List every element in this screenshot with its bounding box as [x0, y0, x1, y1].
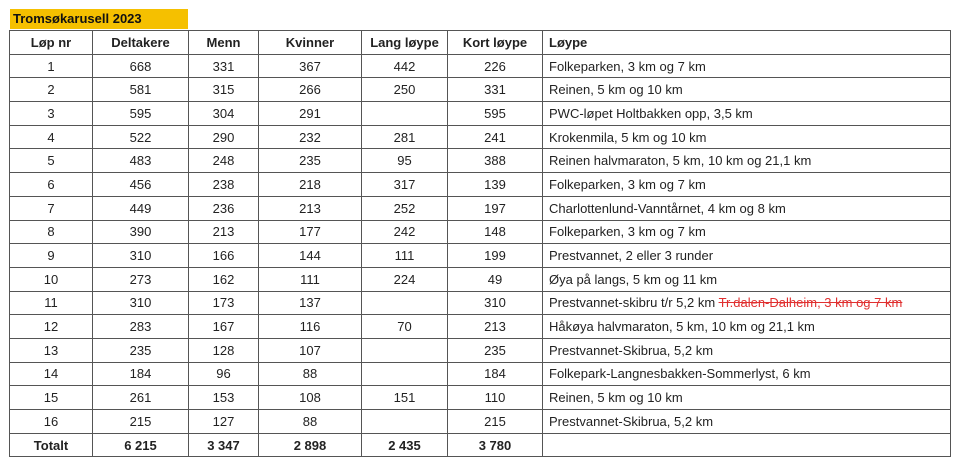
cell-deltakere: 449	[93, 196, 189, 220]
cell-deltakere: 522	[93, 125, 189, 149]
cell-kvinner: 88	[259, 410, 362, 434]
cell-lop-nr: 1	[10, 54, 93, 78]
cell-deltakere: 581	[93, 78, 189, 102]
cell-lop-nr: 6	[10, 173, 93, 197]
cell-kvinner: 291	[259, 102, 362, 126]
cell-lop-nr: 3	[10, 102, 93, 126]
cell-lop-nr: 11	[10, 291, 93, 315]
results-table	[9, 30, 951, 457]
cell-kort-loype: 235	[448, 338, 543, 362]
cell-deltakere: 456	[93, 173, 189, 197]
cell-deltakere: 390	[93, 220, 189, 244]
total-kvinner: 2 898	[259, 433, 362, 457]
cell-menn: 166	[189, 244, 259, 268]
header-row	[10, 31, 951, 55]
table-row	[10, 54, 951, 78]
loype-text: Prestvannet-skibru t/r 5,2 km	[549, 295, 716, 311]
table-row	[10, 386, 951, 410]
table-row	[10, 244, 951, 268]
table-row	[10, 173, 951, 197]
cell-menn: 173	[189, 291, 259, 315]
header-deltakere: Deltakere	[93, 31, 189, 55]
cell-kvinner: 218	[259, 173, 362, 197]
cell-lop-nr: 10	[10, 267, 93, 291]
cell-menn: 162	[189, 267, 259, 291]
cell-menn: 128	[189, 338, 259, 362]
cell-lop-nr: 13	[10, 338, 93, 362]
cell-deltakere: 184	[93, 362, 189, 386]
cell-lang-loype: 151	[362, 386, 448, 410]
cell-lop-nr: 7	[10, 196, 93, 220]
cell-deltakere: 668	[93, 54, 189, 78]
total-lang: 2 435	[362, 433, 448, 457]
cell-lang-loype	[362, 102, 448, 126]
cell-lang-loype	[362, 291, 448, 315]
cell-deltakere: 283	[93, 315, 189, 339]
cell-menn: 315	[189, 78, 259, 102]
cell-loype	[543, 102, 951, 126]
cell-kort-loype: 199	[448, 244, 543, 268]
header-lang-loype: Lang løype	[362, 31, 448, 55]
cell-menn: 213	[189, 220, 259, 244]
cell-loype	[543, 410, 951, 434]
cell-lang-loype: 281	[362, 125, 448, 149]
cell-lang-loype: 242	[362, 220, 448, 244]
cell-loype	[543, 244, 951, 268]
cell-kvinner: 107	[259, 338, 362, 362]
loype-text: Reinen halvmaraton, 5 km, 10 km og 21,1 km	[549, 153, 812, 169]
cell-deltakere: 310	[93, 291, 189, 315]
loype-text: Folkeparken, 3 km og 7 km	[549, 224, 706, 240]
cell-lang-loype: 95	[362, 149, 448, 173]
table-row	[10, 362, 951, 386]
table-row	[10, 149, 951, 173]
cell-lop-nr: 8	[10, 220, 93, 244]
cell-lang-loype: 250	[362, 78, 448, 102]
cell-loype	[543, 196, 951, 220]
loype-text: PWC-løpet Holtbakken opp, 3,5 km	[549, 105, 753, 121]
cell-lang-loype: 111	[362, 244, 448, 268]
cell-deltakere: 235	[93, 338, 189, 362]
cell-loype	[543, 149, 951, 173]
total-menn: 3 347	[189, 433, 259, 457]
cell-lang-loype: 224	[362, 267, 448, 291]
cell-menn: 304	[189, 102, 259, 126]
cell-loype	[543, 315, 951, 339]
cell-kvinner: 88	[259, 362, 362, 386]
cell-loype	[543, 338, 951, 362]
table-row	[10, 78, 951, 102]
cell-lang-loype: 252	[362, 196, 448, 220]
total-kort: 3 780	[448, 433, 543, 457]
cell-kort-loype: 110	[448, 386, 543, 410]
cell-lop-nr: 9	[10, 244, 93, 268]
cell-menn: 127	[189, 410, 259, 434]
header-lop-nr: Løp nr	[10, 31, 93, 55]
cell-lop-nr: 14	[10, 362, 93, 386]
total-loype	[543, 433, 951, 457]
cell-menn: 290	[189, 125, 259, 149]
cell-kvinner: 137	[259, 291, 362, 315]
table-row	[10, 196, 951, 220]
cell-kort-loype: 241	[448, 125, 543, 149]
loype-text: Prestvannet, 2 eller 3 runder	[549, 248, 714, 264]
cell-menn: 153	[189, 386, 259, 410]
cell-kort-loype: 310	[448, 291, 543, 315]
cell-loype	[543, 78, 951, 102]
cell-kvinner: 177	[259, 220, 362, 244]
loype-text: Øya på langs, 5 km og 11 km	[549, 271, 718, 287]
header-kort-loype: Kort løype	[448, 31, 543, 55]
header-kvinner: Kvinner	[259, 31, 362, 55]
cell-deltakere: 261	[93, 386, 189, 410]
loype-text: Håkøya halvmaraton, 5 km, 10 km og 21,1 km	[549, 319, 815, 335]
table-row	[10, 410, 951, 434]
cell-menn: 167	[189, 315, 259, 339]
cell-kort-loype: 595	[448, 102, 543, 126]
cell-deltakere: 215	[93, 410, 189, 434]
cell-kort-loype: 197	[448, 196, 543, 220]
cell-lang-loype	[362, 410, 448, 434]
cell-kvinner: 232	[259, 125, 362, 149]
cell-lop-nr: 2	[10, 78, 93, 102]
cell-lop-nr: 16	[10, 410, 93, 434]
cell-menn: 331	[189, 54, 259, 78]
cell-lang-loype: 442	[362, 54, 448, 78]
cell-lop-nr: 5	[10, 149, 93, 173]
loype-text: Folkepark-Langnesbakken-Sommerlyst, 6 km	[549, 366, 811, 382]
table-row	[10, 315, 951, 339]
cell-loype	[543, 386, 951, 410]
cell-lang-loype	[362, 362, 448, 386]
cell-kvinner: 213	[259, 196, 362, 220]
cell-kvinner: 111	[259, 267, 362, 291]
cell-deltakere: 310	[93, 244, 189, 268]
table-row	[10, 220, 951, 244]
loype-text: Krokenmila, 5 km og 10 km	[549, 129, 707, 145]
cell-lop-nr: 4	[10, 125, 93, 149]
cell-kvinner: 266	[259, 78, 362, 102]
loype-text: Reinen, 5 km og 10 km	[549, 82, 683, 98]
loype-text: Folkeparken, 3 km og 7 km	[549, 58, 706, 74]
cell-lang-loype	[362, 338, 448, 362]
cell-kvinner: 108	[259, 386, 362, 410]
total-row	[10, 433, 951, 457]
cell-lop-nr: 15	[10, 386, 93, 410]
cell-kort-loype: 226	[448, 54, 543, 78]
cell-loype	[543, 54, 951, 78]
cell-kvinner: 367	[259, 54, 362, 78]
cell-menn: 236	[189, 196, 259, 220]
struck-loype-text: Tr.dalen-Dalheim, 3 km og 7 km	[718, 295, 903, 311]
table-row	[10, 102, 951, 126]
total-label: Totalt	[10, 433, 93, 457]
table-row	[10, 125, 951, 149]
table-row	[10, 338, 951, 362]
cell-menn: 248	[189, 149, 259, 173]
table-row	[10, 291, 951, 315]
cell-lang-loype: 70	[362, 315, 448, 339]
cell-kvinner: 235	[259, 149, 362, 173]
loype-text: Charlottenlund-Vanntårnet, 4 km og 8 km	[549, 200, 786, 216]
cell-kort-loype: 184	[448, 362, 543, 386]
cell-kort-loype: 139	[448, 173, 543, 197]
cell-loype	[543, 220, 951, 244]
cell-menn: 238	[189, 173, 259, 197]
cell-deltakere: 595	[93, 102, 189, 126]
cell-menn: 96	[189, 362, 259, 386]
cell-kort-loype: 213	[448, 315, 543, 339]
loype-text: Folkeparken, 3 km og 7 km	[549, 176, 706, 192]
header-menn: Menn	[189, 31, 259, 55]
cell-loype	[543, 291, 951, 315]
cell-kvinner: 116	[259, 315, 362, 339]
cell-kort-loype: 331	[448, 78, 543, 102]
table-row	[10, 267, 951, 291]
cell-lop-nr: 12	[10, 315, 93, 339]
cell-kort-loype: 388	[448, 149, 543, 173]
total-deltakere: 6 215	[93, 433, 189, 457]
cell-loype	[543, 173, 951, 197]
cell-kort-loype: 148	[448, 220, 543, 244]
cell-lang-loype: 317	[362, 173, 448, 197]
cell-kort-loype: 215	[448, 410, 543, 434]
cell-loype	[543, 362, 951, 386]
cell-deltakere: 483	[93, 149, 189, 173]
loype-text: Prestvannet-Skibrua, 5,2 km	[549, 413, 714, 429]
cell-loype	[543, 125, 951, 149]
loype-text: Reinen, 5 km og 10 km	[549, 390, 683, 406]
sheet-title: Tromsøkarusell 2023	[10, 9, 188, 29]
cell-deltakere: 273	[93, 267, 189, 291]
cell-loype	[543, 267, 951, 291]
cell-kvinner: 144	[259, 244, 362, 268]
header-loype: Løype	[543, 31, 951, 55]
loype-text: Prestvannet-Skibrua, 5,2 km	[549, 342, 714, 358]
cell-kort-loype: 49	[448, 267, 543, 291]
